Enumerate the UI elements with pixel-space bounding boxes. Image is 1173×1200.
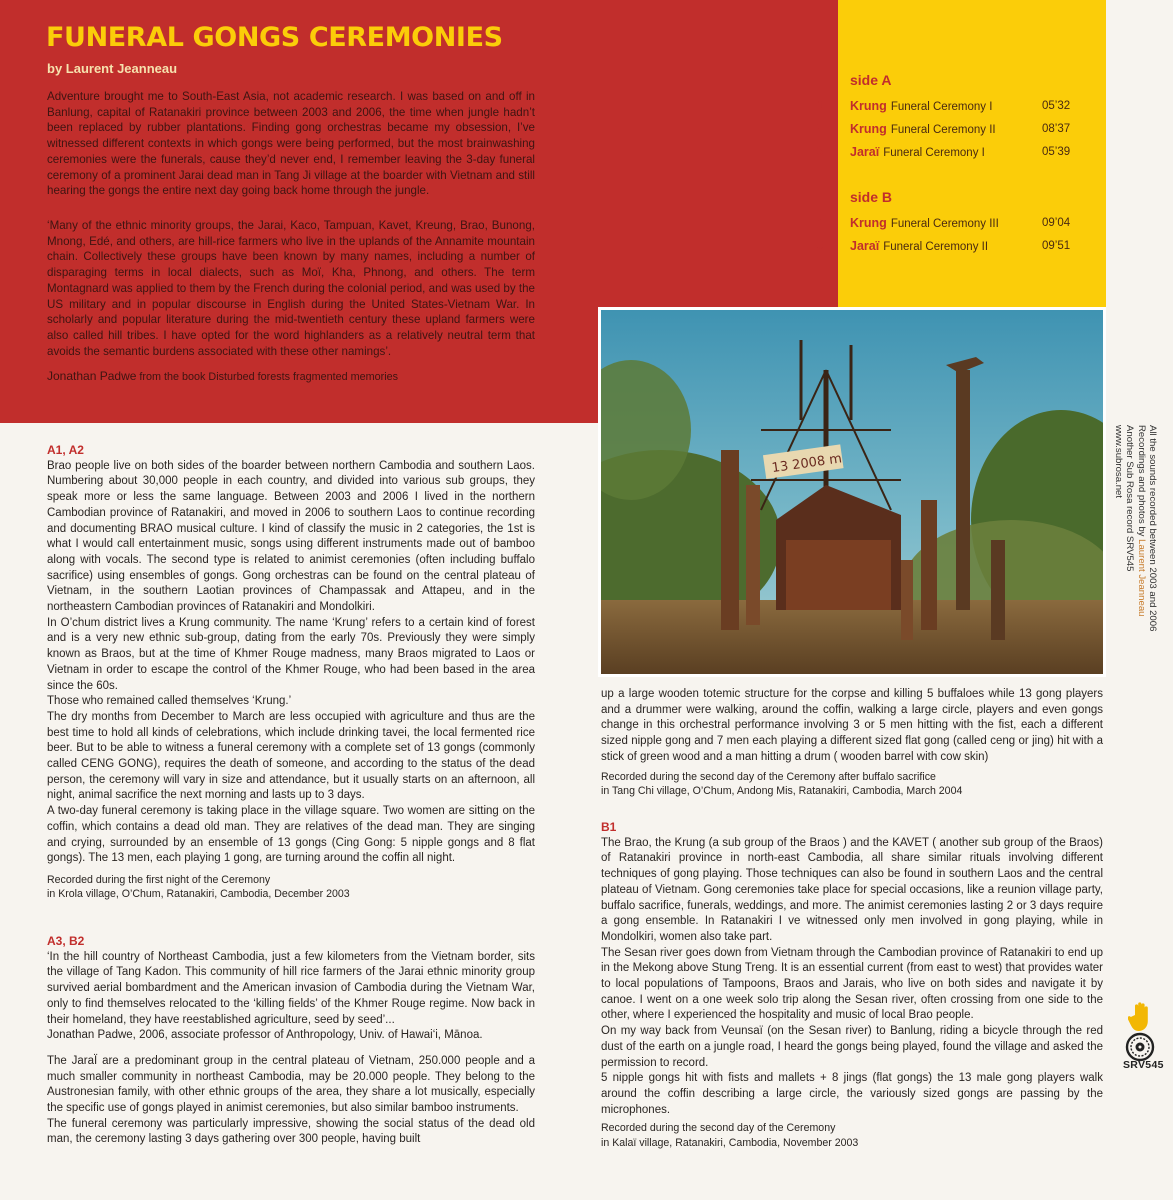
track-duration: 08’37 [1042, 123, 1071, 135]
credits-line: Recordings and photos by Laurent Jeanneau [1135, 425, 1147, 617]
track-title: Funeral Ceremony I [883, 147, 985, 159]
recording-note: Recorded during the first night of the Ceremony [47, 873, 271, 886]
track-duration: 05’32 [1042, 100, 1071, 112]
track-artist: Krung Funeral Ceremony III [850, 216, 999, 230]
recording-note: in Krola village, O’Chum, Ratanakiri, Cambodia, December 2003 [47, 888, 350, 901]
section-paragraph: The Sesan river goes down from Vietnam through the Cambodian province of Ratanakiri to end up in the Mekong above Stung Treng. It is an essential current (from east to west) that provides water to local populations of Tampoons, Braos and Jarais, who live on both sides and navigate it by canoe. I went on a one week solo trip along the Sesan river, often crossing from one side to the other, where I experienced the hospitality and music of local Brao people. [601, 946, 1103, 1022]
vertical-credits [1113, 425, 1158, 657]
recording-note: Recorded during the second day of the Ceremony [601, 1122, 836, 1135]
svg-text:13 2008 m: 13 2008 m [770, 451, 843, 477]
track-number: 3 [816, 146, 824, 158]
raised-hand-icon [1128, 1001, 1154, 1033]
credits-photographer: Laurent Jeanneau [1135, 539, 1147, 617]
track-title: Funeral Ceremony II [883, 241, 989, 253]
section-paragraph: The dry months from December to March are less occupied with agriculture and thus are the best time to hold all kinds of celebrations, which include drinking tavei, the local fermented rice beer. But to be able to witness a funeral ceremony with a complete set of 13 gongs (commonly called CENG GONG), requires the death of someone, and according to the status of the dead person, the ceremony will vary in size and attendance, but it usually starts on an afternoon, all night, animal sacrifice the next morning and lasts up to 3 days. [47, 710, 535, 802]
track-4 [812, 216, 1082, 234]
recording-note: Recorded during the second day of the Ceremony after buffalo sacrifice [601, 770, 936, 783]
side-b-heading: side B [850, 189, 893, 205]
section-a1-a2 [47, 443, 535, 902]
section-paragraph: Those who remained called themselves ‘Krung.’ [47, 695, 292, 708]
track-number: 5 [816, 240, 824, 252]
carved-post [721, 450, 739, 630]
track-1 [812, 99, 1082, 117]
track-artist: Krung Funeral Ceremony II [850, 122, 996, 136]
credits-line: All the sounds recorded between 2003 and 2006 [1147, 425, 1158, 632]
track-number: 4 [816, 217, 824, 229]
section-heading: B1 [601, 820, 617, 834]
section-paragraph: The funeral ceremony was particularly impressive, showing the social status of the dead old man, the ceremony lasting 3 days gathering over 300 people, having built [47, 1117, 535, 1146]
credits-line: Another Sub Rosa record SRV545 [1124, 425, 1136, 572]
track-duration: 09’51 [1042, 240, 1071, 252]
label-website[interactable]: www.subrosa.net [1113, 425, 1125, 499]
carved-post [746, 485, 760, 625]
section-paragraph: The JaraÏ are a predominant group in the central plateau of Vietnam, 250.000 people and a much smaller community in northeast Cambodia, may be 20.000 people. They belong to the Austronesian family, with other ethnic groups of the area, they share a lot musically, especially the specific use of gongs played in animist ceremonies, but also similar bamboo instruments. [47, 1054, 535, 1115]
album-title: FUNERAL GONGS CEREMONIES [46, 22, 503, 53]
track-title: Funeral Ceremony III [890, 218, 999, 230]
totem-photo [601, 310, 1103, 674]
section-paragraph: up a large wooden totemic structure for the corpse and killing 5 buffaloes while 13 gong players and a drummer were walking, around the coffin, walking a large circle, players and even gongs change in this orchestral performance involving 3 or 5 men hitting with the fist, each a different sized nipple gong and 7 men each playing a different sized flat gong (called ceng or jing) hit with a stick of green wood and a man hitting a drum ( wooden barrel with cow skin) [601, 688, 1103, 763]
section-paragraph: 5 nipple gongs hit with fists and mallets + 8 jings (flat gongs) the 13 male gong players walk around the coffin describing a large circle, the variously sized gongs are passing by the microphones. [601, 1072, 1103, 1116]
section-heading: A3, B2 [47, 934, 85, 948]
credit-source: from the book Disturbed forests fragmented memories [136, 371, 399, 383]
section-paragraph: In O’chum district lives a Krung community. The name ‘Krung’ refers to a certain kind of forest and is a very new ethnic sub-group, dating from the early 70s. Previously they were simply known as Braos, but at the time of Khmer Rouge madness, many Braos migrated to Laos or Vietnam in order to escape the control of the Khmer Rouge, who had been based in the area since the 60s. [47, 616, 535, 692]
side-a-heading: side A [850, 72, 892, 88]
track-artist: Jaraï Funeral Ceremony I [850, 145, 985, 159]
track-title: Funeral Ceremony I [890, 101, 993, 113]
sub-rosa-logo-icon [1124, 1032, 1156, 1062]
section-paragraph: Brao people live on both sides of the boarder between northern Cambodia and southern Laos. Numbering about 30,000 people in each country, and divided into various sub groups, they speak more or less the same language. Between 2003 and 2006 I lived in the northern Cambodian province of Ratanakiri, and moved in 2006 to southern Laos to continue recording and documenting BRAO musical culture. I kind of classify the music in 2 categories, the 1st is what I would call entertainment music, songs using different instruments made out of bamboo along with vocals. The second type is related to animist ceremonies (often including buffalo sacrifice) using ensembles of gongs. Gong orchestras can be found on the central plateau of Vietnam, in the southern Laotian provinces of Champassak and Attapeu, and in the northeastern Cambodian provinces of Ratanakiri and Mondolkiri. [47, 459, 535, 614]
track-duration: 09’04 [1042, 217, 1071, 229]
intro-paragraph: Adventure brought me to South-East Asia, not academic research. I was based on and off in Banlung, capital of Ratanakiri province between 2003 and 2006, the time when jungle hadn’t been replaced by rubber plantations. Finding gong orchestras became my obsession, I’ve witnessed different contexts in which gongs were being performed, but the most brainwashing ceremonies were the funerals, cause they’d never end, I remember leaving the 3-day funeral ceremony of a prominent Jarai dead man in Tang Ji village at the boarder with Vietnam and still hearing the gongs the entire next day going back home through the jungle. [47, 90, 535, 198]
track-number: 1 [816, 100, 824, 112]
section-paragraph: Jonathan Padwe, 2006, associate professor of Anthropology, Univ. of Hawai‘i, Mānoa. [47, 1029, 483, 1042]
section-paragraph: ‘In the hill country of Northeast Cambodia, just a few kilometers from the Vietnam border, sits the village of Tang Kadon. This community of hill rice farmers of the Jarai ethnic minority group survived aerial bombardment and the American invasion of Cambodia during the Vietnam War, only to find themselves relocated to the ‘killing fields’ of the Khmer Rouge regime. Now back in their homeland, they have reestablished agriculture, seed by seed’... [47, 950, 535, 1026]
track-duration: 05’39 [1042, 146, 1071, 158]
section-paragraph: A two-day funeral ceremony is taking place in the village square. Two women are sitting on the coffin, which contains a dead old man. They are relatives of the dead man. They are singing and crying, surrounded by an ensemble of 13 gongs (Cing Gong: 5 nipple gongs and 8 flat gongs). The 13 men, each playing 1 gong, are turning around the coffin all night. [47, 805, 535, 865]
section-a3-b2-continued [601, 687, 1103, 799]
catalog-number: SRV545 [1123, 1059, 1164, 1071]
intro-quote: ‘Many of the ethnic minority groups, the Jarai, Kaco, Tampuan, Kavet, Kreung, Brao, Bunong, Mnong, Edé, and others, are hill-rice farmers who live in the uplands of the Annamite mountain chain. Collectively these groups have been known by many names, including a number of disparaging terms in local dialects, such as Moï, Kha, Phnong, and others. The term Montagnard was applied to them by the French during the colonial period, and was used by the US military and in popular discourse in English during the United States-Vietnam War. In scholarly and popular literature during the mid-twentieth century these upland farmers were also called hill tribes. I have opted for the word highlanders as a relatively neutral term that avoids the semantic burdens associated with these other namings’. [47, 219, 535, 358]
recording-note: in Kalaï village, Ratanakiri, Cambodia, November 2003 [601, 1136, 859, 1149]
section-b1 [601, 820, 1103, 1150]
section-paragraph: On my way back from Veunsaï (on the Sesan river) to Banlung, riding a bicycle through the red dust of the earth on a jungle road, I heard the gongs being played, found the village and asked the permission to record. [601, 1025, 1103, 1069]
carved-post [901, 560, 913, 640]
track-2 [812, 122, 1082, 140]
track-3 [812, 145, 1082, 163]
recording-note: in Tang Chi village, O’Chum, Andong Mis, Ratanakiri, Cambodia, March 2004 [601, 785, 963, 798]
section-heading: A1, A2 [47, 443, 84, 457]
section-paragraph: The Brao, the Krung (a sub group of the Braos ) and the KAVET ( another sub group of the Braos) of Ratanakiri province in north-east Cambodia, all share similar rituals involving different techniques of gong playing. Those techniques can also be found in southern Laos and the central plateau of Vietnam. Gong ceremonies take place for special occasions, like a reunion village party, buffalo sacrifice, funerals, weddings, and more. The animist ceremonies lasting 2 or 3 days require a gong ensemble. In Ratanakiri I ve witnessed only men involved in gong playing, while in Mondolkiri, women also take part. [601, 836, 1103, 943]
track-number: 2 [816, 123, 824, 135]
carved-post [991, 540, 1005, 640]
track-artist: Krung Funeral Ceremony I [850, 99, 993, 113]
track-title: Funeral Ceremony II [890, 124, 996, 136]
section-a3-b2 [47, 934, 535, 1148]
intro-quote-credit [47, 369, 535, 386]
track-artist: Jaraï Funeral Ceremony II [850, 239, 989, 253]
carved-post [921, 500, 937, 630]
credit-name: Jonathan Padwe [47, 369, 137, 383]
track-5 [812, 239, 1082, 257]
tomb-body [786, 540, 891, 610]
album-author: by Laurent Jeanneau [47, 61, 178, 76]
ground [601, 600, 1103, 674]
